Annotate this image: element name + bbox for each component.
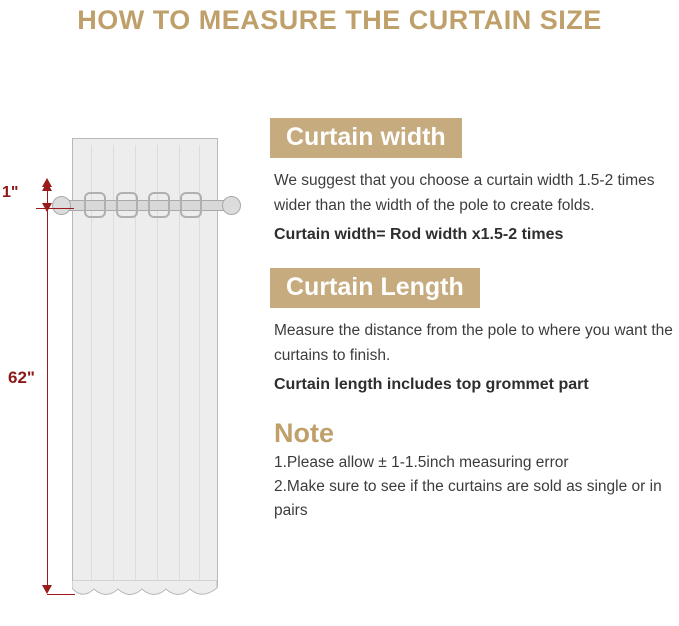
height-tick-bottom: [47, 594, 75, 595]
curtain-hem: [72, 580, 218, 602]
curtain-width-body: We suggest that you choose a curtain width 1.5-2 times wider than the width of the pole to create folds.: [274, 172, 655, 214]
curtain-diagram: [0, 60, 290, 626]
height-dimension-label: 62": [8, 368, 35, 387]
curtain-length-heading: Curtain Length: [270, 268, 480, 308]
curtain-length-note: Curtain length includes top grommet part: [274, 376, 589, 393]
height-arrow-down-icon: [42, 585, 52, 594]
note-line-2: 2.Make sure to see if the curtains are sold as single or in pairs: [274, 478, 662, 519]
note-heading: Note: [274, 418, 334, 448]
curtain-width-formula: Curtain width= Rod width x1.5-2 times: [274, 226, 564, 243]
curtain-length-body: Measure the distance from the pole to where you want the curtains to finish.: [274, 322, 673, 364]
grommet: [180, 192, 202, 218]
curtain-width-heading-wrap: [270, 118, 679, 158]
grommet: [116, 192, 138, 218]
top-dimension-label: 1": [2, 184, 19, 201]
section-note: [270, 418, 679, 523]
curtain-length-heading-wrap: [270, 268, 679, 308]
height-arrow-up-icon: [42, 178, 52, 187]
rod-finial-right: [222, 196, 241, 215]
grommet: [148, 192, 170, 218]
instructions-column: [270, 118, 679, 523]
grommet: [84, 192, 106, 218]
section-curtain-width: [270, 118, 679, 244]
curtain-width-heading: Curtain width: [270, 118, 462, 158]
section-curtain-length: [270, 268, 679, 394]
page-title: HOW TO MEASURE THE CURTAIN SIZE: [77, 5, 602, 35]
note-line-1: 1.Please allow ± 1-1.5inch measuring error: [274, 454, 569, 471]
height-dimension-line: [47, 180, 48, 592]
rod-finial-left: [52, 196, 71, 215]
